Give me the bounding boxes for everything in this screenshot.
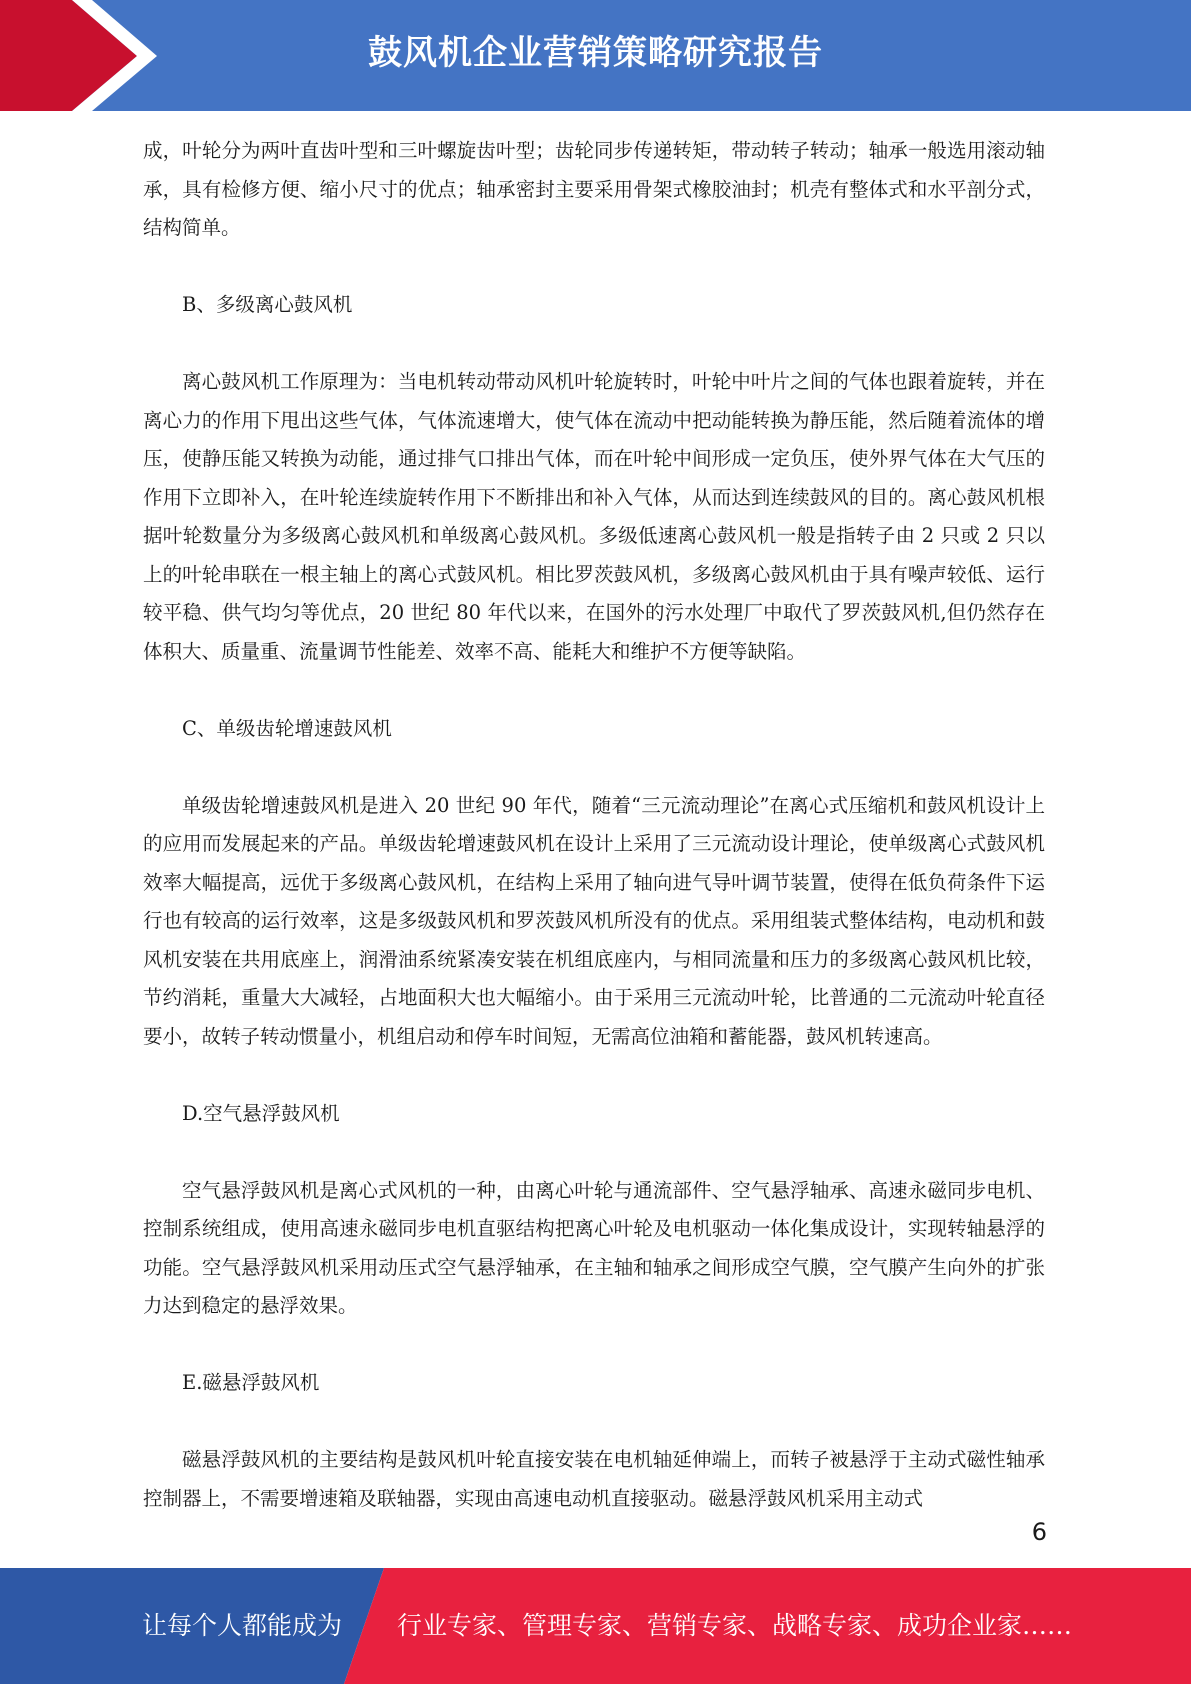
paragraph-continued: 成，叶轮分为两叶直齿叶型和三叶螺旋齿叶型；齿轮同步传递转矩，带动转子转动；轴承一般选用滚动轴承，具有检修方便、缩小尺寸的优点；轴承密封主要采用骨架式橡胶油封；机壳有整体式和水平剖分式，结构简单。 [143, 139, 1045, 239]
footer-slogan-right: 行业专家、管理专家、营销专家、战略专家、成功企业家…… [397, 1611, 1073, 1640]
report-title: 鼓风机企业营销策略研究报告 [368, 33, 823, 73]
page-footer [0, 1568, 1191, 1684]
section-heading-d: D.空气悬浮鼓风机 [182, 1101, 340, 1125]
paragraph-air-bearing: 空气悬浮鼓风机是离心式风机的一种，由离心叶轮与通流部件、空气悬浮轴承、高速永磁同步电机、控制系统组成，使用高速永磁同步电机直驱结构把离心叶轮及电机驱动一体化集成设计，实现转轴悬浮的功能。空气悬浮鼓风机采用动压式空气悬浮轴承，在主轴和轴承之间形成空气膜，空气膜产生向外的扩张力达到稳定的悬浮效果。 [143, 1178, 1045, 1317]
footer-slogan-left: 让每个人都能成为 [142, 1611, 343, 1640]
page-header [0, 0, 1191, 111]
paragraph-maglev: 磁悬浮鼓风机的主要结构是鼓风机叶轮直接安装在电机轴延伸端上，而转子被悬浮于主动式磁性轴承控制器上，不需要增速箱及联轴器，实现由高速电动机直接驱动。磁悬浮鼓风机采用主动式 [143, 1448, 1045, 1510]
section-heading-b: B、多级离心鼓风机 [182, 293, 353, 316]
paragraph-single-stage: 单级齿轮增速鼓风机是进入 20 世纪 90 年代，随着“三元流动理论”在离心式压缩机和鼓风机设计上的应用而发展起来的产品。单级齿轮增速鼓风机在设计上采用了三元流动设计理论，使单级离心式鼓风机效率大幅提高，远优于多级离心鼓风机，在结构上采用了轴向进气导叶调节装置，使得在低负荷条件下运行也有较高的运行效率，这是多级鼓风机和罗茨鼓风机所没有的优点。采用组装式整体结构，电动机和鼓风机安装在共用底座上，润滑油系统紧凑安装在机组底座内，与相同流量和压力的多级离心鼓风机比较，节约消耗，重量大大减轻，占地面积大也大幅缩小。由于采用三元流动叶轮，比普通的二元流动叶轮直径要小，故转子转动惯量小，机组启动和停车时间短，无需高位油箱和蓄能器，鼓风机转速高。 [143, 793, 1045, 1048]
paragraph-centrifugal: 离心鼓风机工作原理为：当电机转动带动风机叶轮旋转时，叶轮中叶片之间的气体也跟着旋转，并在离心力的作用下甩出这些气体，气体流速增大，使气体在流动中把动能转换为静压能，然后随着流体的增压，使静压能又转换为动能，通过排气口排出气体，而在叶轮中间形成一定负压，使外界气体在大气压的作用下立即补入，在叶轮连续旋转作用下不断排出和补入气体，从而达到连续鼓风的目的。离心鼓风机根据叶轮数量分为多级离心鼓风机和单级离心鼓风机。多级低速离心鼓风机一般是指转子由 2 只或 2 只以上的叶轮串联在一根主轴上的离心式鼓风机。相比罗茨鼓风机，多级离心鼓风机由于具有噪声较低、运行较平稳、供气均匀等优点，20 世纪 80 年代以来，在国外的污水处理厂中取代了罗茨鼓风机,但仍然存在体积大、质量重、流量调节性能差、效率不高、能耗大和维护不方便等缺陷。 [143, 370, 1045, 663]
section-heading-e: E.磁悬浮鼓风机 [182, 1371, 320, 1394]
section-heading-c: C、单级齿轮增速鼓风机 [182, 716, 392, 740]
document-body [143, 132, 1045, 1518]
page-number: 6 [1031, 1518, 1047, 1546]
